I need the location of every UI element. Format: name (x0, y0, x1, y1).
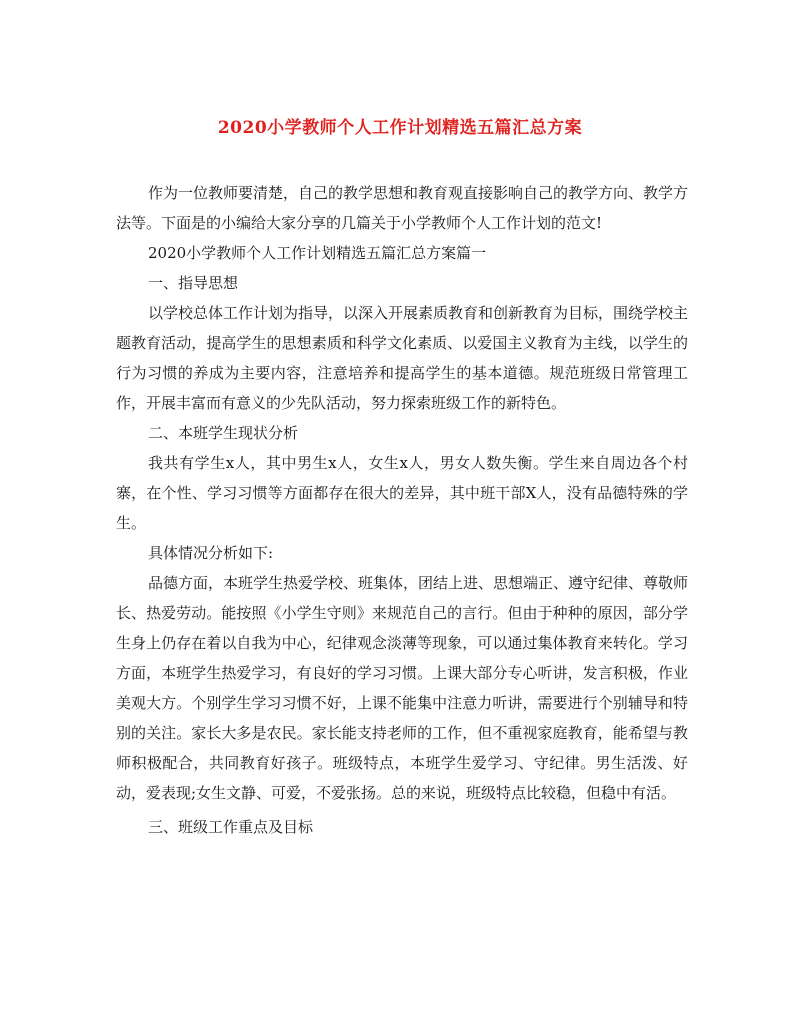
document-body (116, 178, 688, 842)
paragraph-guiding-ideology: 以学校总体工作计划为指导，以深入开展素质教育和创新教育为目标，围绕学校主题教育活动，提高学生的思想素质和科学文化素质、以爱国主义教育为主线，以学生的行为习惯的养成为主要内容，注意培养和提高学生的基本道德。规范班级日常管理工作，开展丰富而有意义的少先队活动，努力探索班级工作的新特色。 (116, 304, 689, 412)
intro-paragraph: 作为一位教师要清楚，自己的教学思想和教育观直接影响自己的教学方向、教学方法等。下面是的小编给大家分享的几篇关于小学教师个人工作计划的范文! (116, 184, 689, 232)
heading-class-status: 二、本班学生现状分析 (148, 424, 299, 442)
heading-detailed-analysis: 具体情况分析如下: (148, 544, 274, 562)
section-title-part-one: 2020小学教师个人工作计划精选五篇汇总方案篇一 (148, 244, 487, 262)
paragraph-class-status: 我共有学生x人，其中男生x人，女生x人，男女人数失衡。学生来自周边各个村寨，在个性、学习习惯等方面都存在很大的差异，其中班干部X人，没有品德特殊的学生。 (116, 454, 688, 532)
paragraph-detailed-analysis: 品德方面，本班学生热爱学校、班集体，团结上进、思想端正、遵守纪律、尊敬师长、热爱劳动。能按照《小学生守则》来规范自己的言行。但由于种种的原因，部分学生身上仍存在着以自我为中心，纪律观念淡薄等现象，可以通过集体教育来转化。学习方面，本班学生热爱学习，有良好的学习习惯。上课大部分专心听讲，发言积极，作业美观大方。个别学生学习习惯不好，上课不能集中注意力听讲，需要进行个别辅导和特别的关注。家长大多是农民。家长能支持老师的工作，但不重视家庭教育，能希望与教师积极配合，共同教育好孩子。班级特点，本班学生爱学习、守纪律。男生活泼、好动，爱表现;女生文静、可爱，不爱张扬。总的来说，班级特点比较稳，但稳中有活。 (116, 574, 689, 802)
heading-guiding-ideology: 一、指导思想 (148, 274, 239, 292)
document-title: 2020小学教师个人工作计划精选五篇汇总方案 (217, 118, 583, 138)
heading-class-work-goals: 三、班级工作重点及目标 (148, 818, 314, 836)
